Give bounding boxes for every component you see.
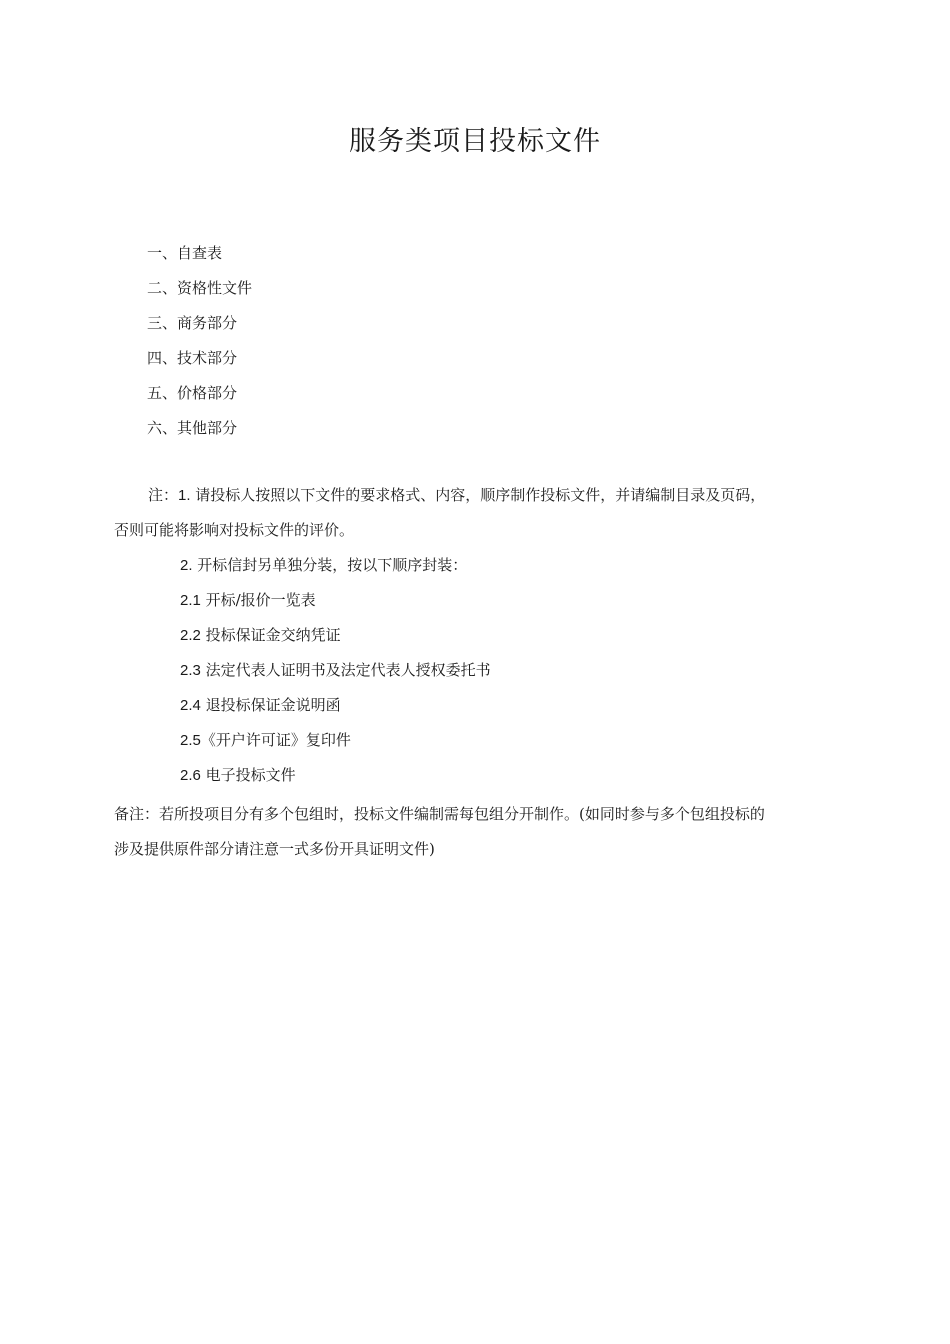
- note-2: [180, 548, 467, 583]
- table-of-contents: [147, 236, 252, 446]
- note-1-line-1: [114, 478, 844, 513]
- list-item: [180, 758, 296, 793]
- document-title: 服务类项目投标文件: [349, 126, 601, 157]
- list-item-number: 2.5: [180, 732, 201, 749]
- list-item-text: 退投标保证金说明函: [200, 696, 341, 714]
- note-2-number: 2.: [180, 557, 193, 574]
- list-item-number: 2.2: [180, 627, 201, 644]
- list-item-text: 投标保证金交纳凭证: [200, 626, 341, 644]
- list-item-number: 2.1: [180, 592, 201, 609]
- remark-line-1: 备注：若所投项目分有多个包组时，投标文件编制需每包组分开制作。(如同时参与多个包组投标的: [114, 805, 765, 823]
- list-item-number: 2.6: [180, 767, 201, 784]
- note-1-text: 请投标人按照以下文件的要求格式、内容，顺序制作投标文件，并请编制目录及页码，: [190, 486, 766, 504]
- list-item: [180, 723, 351, 758]
- list-item: [180, 688, 341, 723]
- list-item-text: 《开户许可证》复印件: [200, 731, 351, 749]
- list-item-text: 法定代表人证明书及法定代表人授权委托书: [200, 661, 491, 679]
- note-prefix: 注：: [148, 486, 179, 504]
- toc-item: 六、其他部分: [147, 419, 238, 437]
- toc-item: 二、资格性文件: [147, 279, 253, 297]
- toc-item: 四、技术部分: [147, 349, 238, 367]
- list-item: [180, 653, 491, 688]
- list-item-text: 电子投标文件: [200, 766, 296, 784]
- remark-line-2: 涉及提供原件部分请注意一式多份开具证明文件): [114, 840, 435, 858]
- list-item-number: 2.3: [180, 662, 201, 679]
- note-1-number: 1.: [178, 487, 191, 504]
- note-1-line-2: 否则可能将影响对投标文件的评价。: [114, 521, 355, 539]
- list-item-number: 2.4: [180, 697, 201, 714]
- list-item-text: 开标/报价一览表: [200, 591, 316, 609]
- toc-item: 五、价格部分: [147, 384, 238, 402]
- toc-item: 一、自查表: [147, 244, 223, 262]
- list-item: [180, 618, 341, 653]
- note-2-text: 开标信封另单独分装，按以下顺序封装：: [192, 556, 468, 574]
- list-item: [180, 583, 316, 618]
- toc-item: 三、商务部分: [147, 314, 238, 332]
